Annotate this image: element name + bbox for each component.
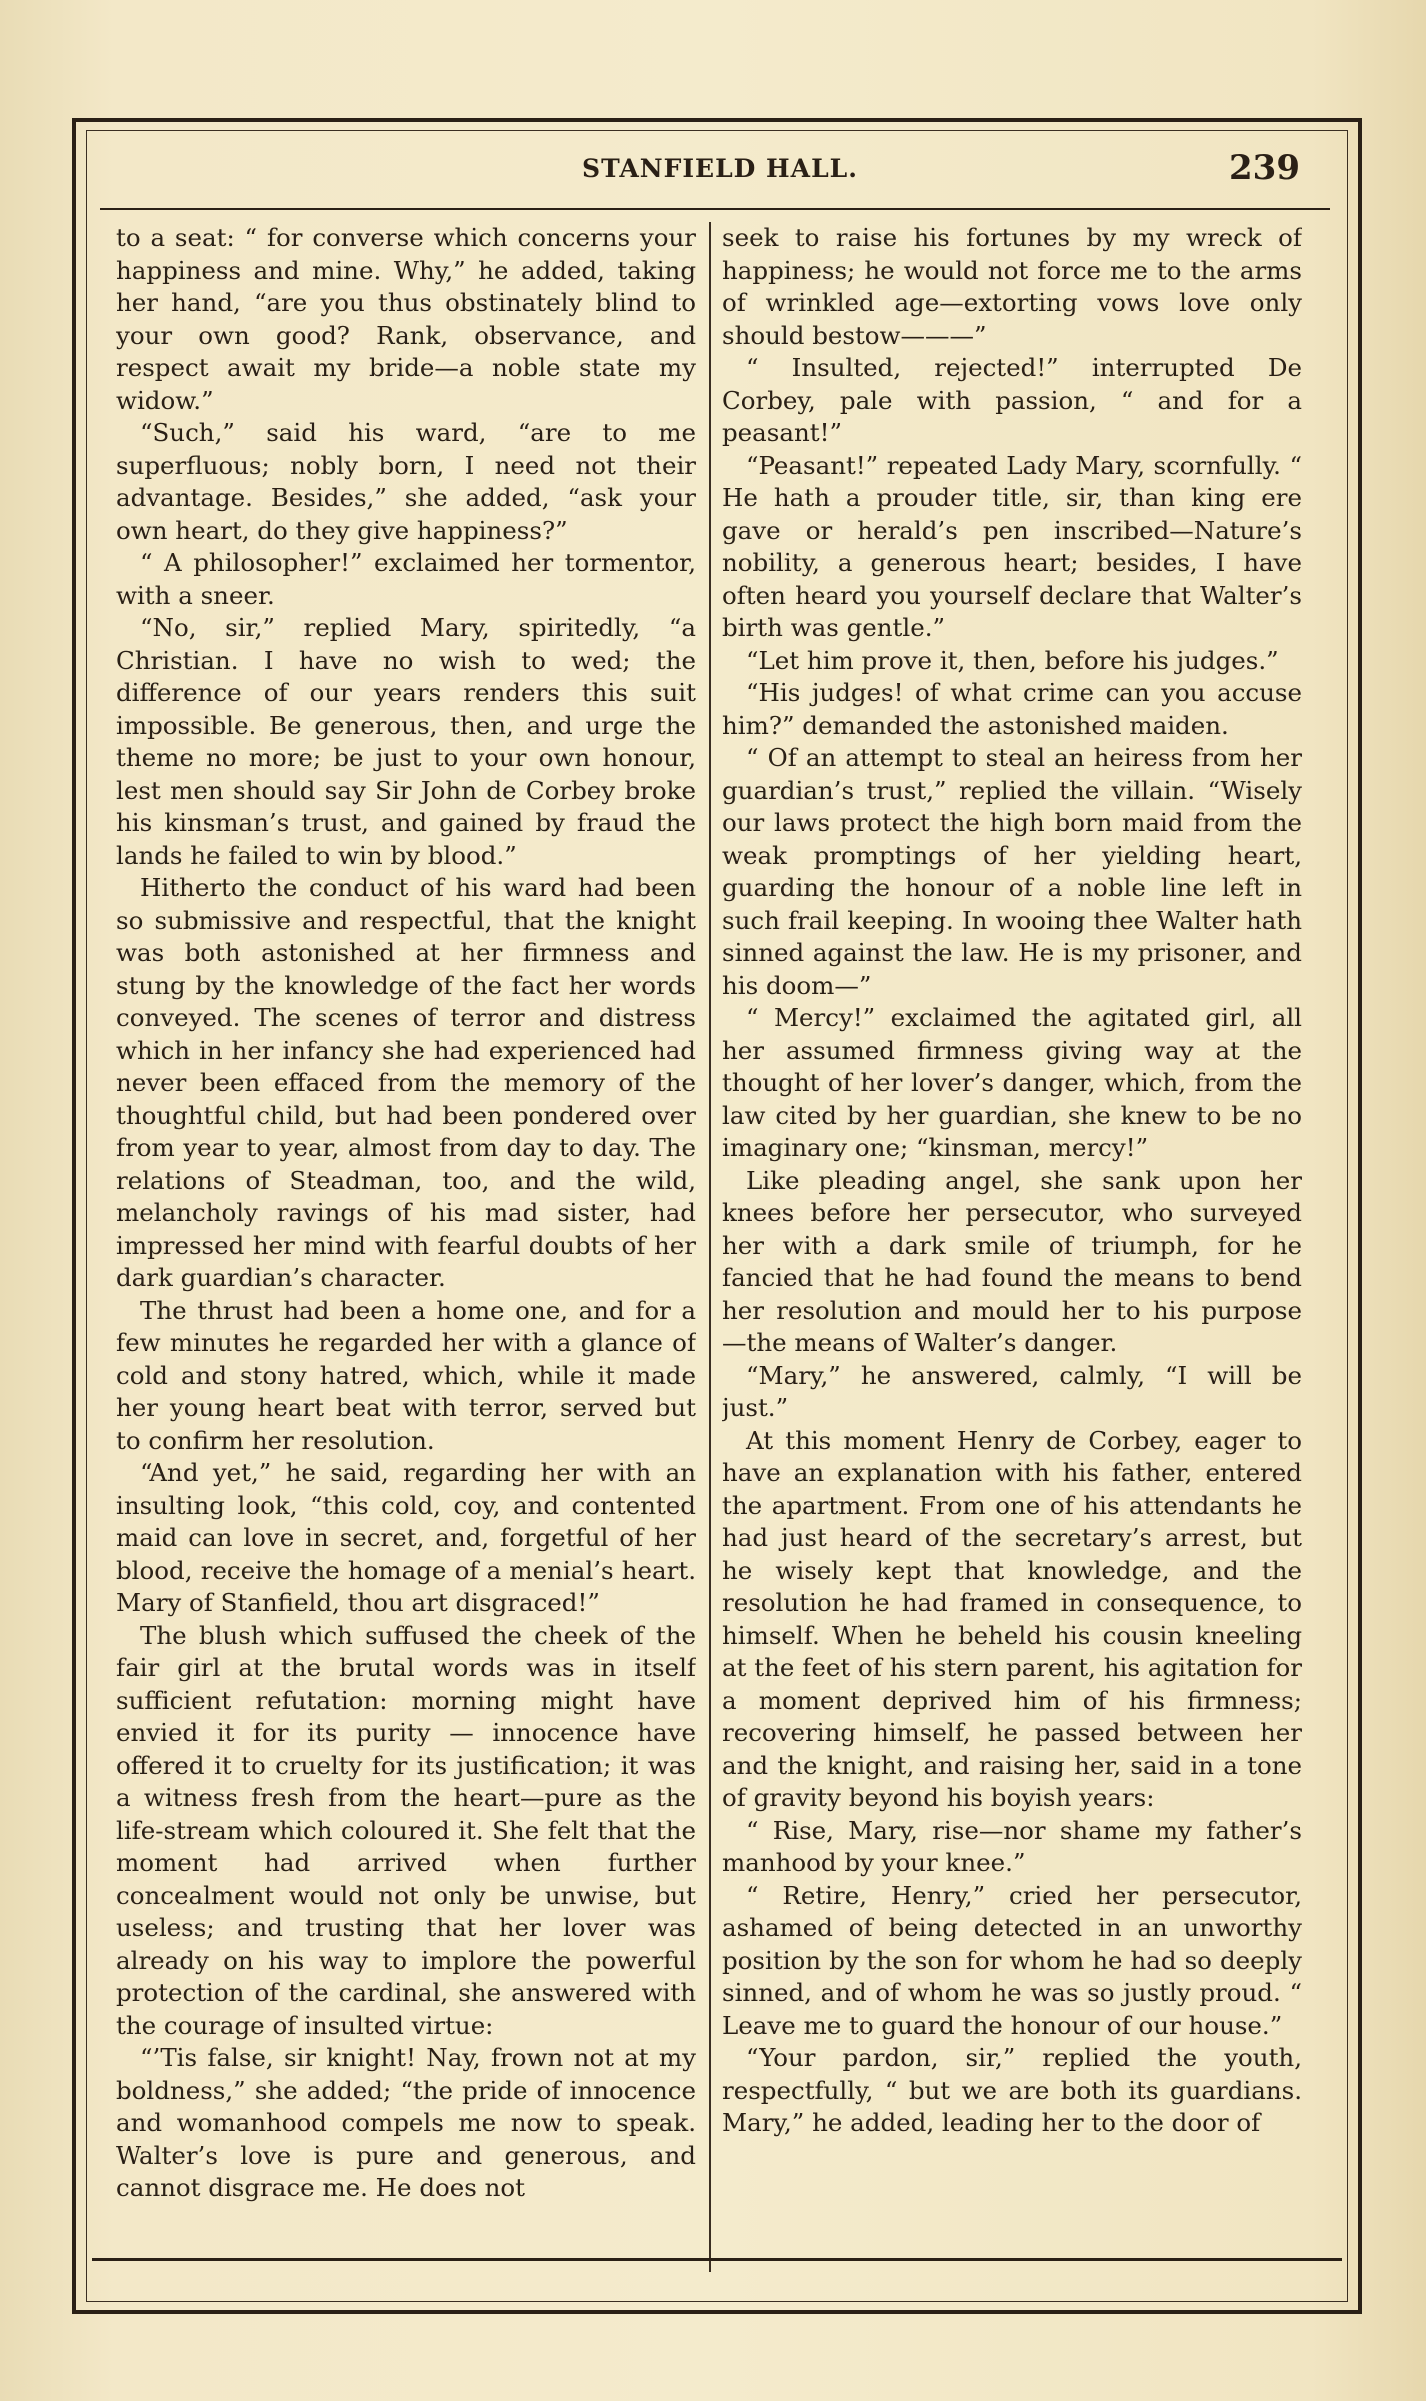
paragraph: Hitherto the conduct of his ward had been so submissive and respectful, that the knight was both astonished at her firmness and stung by the knowledge of the fact her words conveyed. The scenes of terror and distress which in her infancy she had experienced had never been effaced from the memory of the thoughtful child, but had been pondered over from year to year, almost from day to day. The relations of Steadman, too, and the wild, melancholy ravings of his mad sister, had impressed her mind with fearful doubts of her dark guardian’s character.	[116, 873, 696, 1292]
left-column	[116, 222, 696, 2282]
paragraph: “His judges! of what crime can you accuse him?” demanded the astonished maiden.	[722, 678, 1302, 740]
paragraph: “Your pardon, sir,” replied the youth, respectfully, “ but we are both its guardians. Mary,” he added, leading her to the door of	[722, 2043, 1302, 2137]
paragraph: “ Of an attempt to steal an heiress from her guardian’s trust,” replied the villain. “Wisely our laws protect the high born maid from the weak promptings of her yielding heart, guarding the honour of a noble line left in such frail keeping. In wooing thee Walter hath sinned against the law. He is my prisoner, and his doom—”	[722, 743, 1302, 1000]
paragraph: “ Retire, Henry,” cried her persecutor, ashamed of being detected in an unworthy position by the son for whom he had so deeply sinned, and of whom he was so justly proud. “ Leave me to guard the honour of our house.”	[722, 1880, 1302, 2040]
paragraph: “Mary,” he answered, calmly, “I will be just.”	[722, 1360, 1302, 1422]
column-divider	[709, 222, 711, 2272]
paragraph: “And yet,” he said, regarding her with an insulting look, “this cold, coy, and contented maid can love in secret, and, forgetful of her blood, receive the homage of a menial’s heart. Mary of Stanfield, thou art disgraced!”	[116, 1458, 696, 1617]
paragraph: “ A philosopher!” exclaimed her tormentor, with a sneer.	[116, 548, 696, 610]
header-rule	[100, 208, 1330, 210]
paragraph: seek to raise his fortunes by my wreck of happiness; he would not force me to the arms of wrinkled age—extorting vows love only should bestow———”	[722, 223, 1302, 350]
paragraph: “’Tis false, sir knight! Nay, frown not at my boldness,” she added; “the pride of innocence and womanhood compels me now to speak. Walter’s love is pure and generous, and cannot disgrace me. He does not	[116, 2043, 696, 2202]
paragraph: “ Mercy!” exclaimed the agitated girl, all her assumed firmness giving way at the thought of her lover’s danger, which, from the law cited by her guardian, she knew to be no imaginary one; “kinsman, mercy!”	[722, 1003, 1302, 1162]
paragraph: At this moment Henry de Corbey, eager to have an explanation with his father, entered the apartment. From one of his attendants he had just heard of the secretary’s arrest, but he wisely kept that knowledge, and the resolution he had framed in consequence, to himself. When he beheld his cousin kneeling at the feet of his stern parent, his agitation for a moment deprived him of his firmness; recovering himself, he passed between her and the knight, and raising her, said in a tone of gravity beyond his boyish years:	[722, 1425, 1302, 1812]
page-number: 239	[1229, 148, 1300, 188]
paragraph: The thrust had been a home one, and for a few minutes he regarded her with a glance of cold and stony hatred, which, while it made her young heart beat with terror, served but to confirm her resolution.	[116, 1295, 696, 1455]
running-title: STANFIELD HALL.	[582, 154, 858, 183]
paragraph: “Peasant!” repeated Lady Mary, scornfully. “ He hath a prouder title, sir, than king ere gave or herald’s pen inscribed—Nature’s nobility, a generous heart; besides, I have often heard you yourself declare that Walter’s birth was gentle.”	[722, 450, 1302, 642]
paragraph: “ Rise, Mary, rise—nor shame my father’s manhood by your knee.”	[722, 1815, 1302, 1877]
paragraph: “Such,” said his ward, “are to me superfluous; nobly born, I need not their advantage. Besides,” she added, “ask your own heart, do they give happiness?”	[116, 418, 696, 545]
paragraph: Like pleading angel, she sank upon her knees before her persecutor, who surveyed her with a dark smile of triumph, for he fancied that he had found the means to bend her resolution and mould her to his purpose —the means of Walter’s danger.	[722, 1165, 1302, 1357]
footer-rule	[92, 2258, 1342, 2261]
paragraph: “No, sir,” replied Mary, spiritedly, “a Christian. I have no wish to wed; the difference of our years renders this suit impossible. Be generous, then, and urge the theme no more; be just to your own honour, lest men should say Sir John de Corbey broke his kinsman’s trust, and gained by fraud the lands he failed to win by blood.”	[116, 613, 696, 870]
paragraph: The blush which suffused the cheek of the fair girl at the brutal words was in itself sufficient refutation: morning might have envied it for its purity — innocence have offered it to cruelty for its justification; it was a witness fresh from the heart—pure as the life-stream which coloured it. She felt that the moment had arrived when further concealment would not only be unwise, but useless; and trusting that her lover was already on his way to implore the powerful protection of the cardinal, she answered with the courage of insulted virtue:	[116, 1620, 696, 2040]
paragraph: “Let him prove it, then, before his judges.”	[746, 645, 1279, 675]
paragraph: to a seat: “ for converse which concerns your happiness and mine. Why,” he added, taking her hand, “are you thus obstinately blind to your own good? Rank, observance, and respect await my bride—a noble state my widow.”	[116, 223, 696, 415]
page-header	[100, 148, 1340, 198]
paragraph: “ Insulted, rejected!” interrupted De Corbey, pale with passion, “ and for a peasant!”	[722, 353, 1302, 447]
right-column	[722, 222, 1302, 2282]
